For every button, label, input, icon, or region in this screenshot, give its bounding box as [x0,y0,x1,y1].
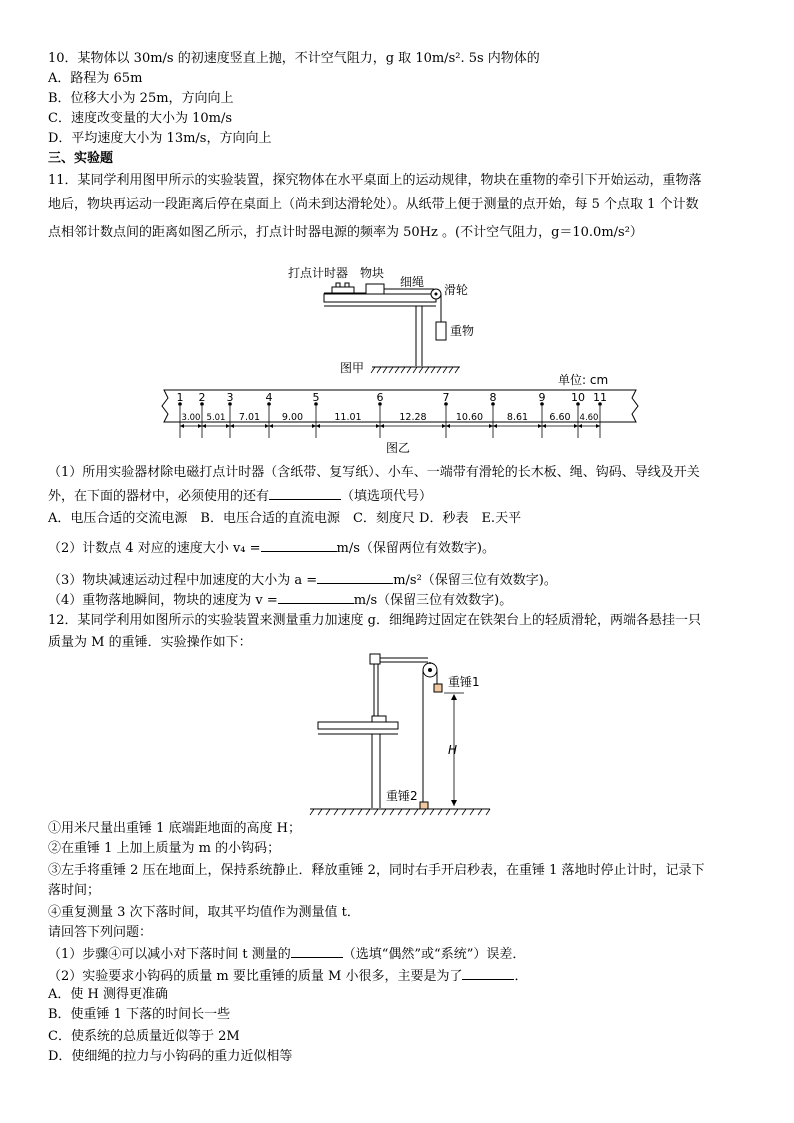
label-weight-1: 重锤1 [448,675,480,689]
q12-p1-line [48,944,525,964]
q12-option-d: D．使细绳的拉力与小钩码的重力近似相等 [48,1049,293,1064]
q12-option-c: C．使系统的总质量近似等于 2M [48,1029,240,1044]
q11-p1-b: 外，在下面的器材中，必须使用的还有 [48,489,270,504]
label-block: 物块 [360,266,385,280]
q12-prompt: 请回答下列问题： [48,925,153,940]
caption-fig2: 图乙 [386,441,411,455]
q11-p4-b: m/s（保留三位有效数字)。 [353,593,513,608]
q11-stem-3: 点相邻计数点间的距离如图乙所示，打点计时器电源的频率为 50Hz 。(不计空气阻力，g＝10.0m/s²） [48,225,643,240]
tape-arrowhead [446,424,450,428]
tape-point-label: 6 [376,391,384,404]
tape-arrowhead [578,424,582,428]
tape-arrowhead [316,424,320,428]
q11-p1-options: A．电压合适的交流电源 B．电压合适的直流电源 C．刻度尺 D．秒表 E.天平 [48,511,522,526]
tape-point-label: 2 [198,391,206,404]
tape-arrowhead [574,424,578,428]
tape-distance-label: 5.01 [206,413,226,423]
answer-blank-12-2[interactable] [462,966,514,980]
q12-p2-b: ． [514,969,528,984]
tape-distance-label: 3.00 [181,413,201,423]
q11-p4-a: （4）重物落地瞬间，物块的速度为 v = [48,593,278,608]
tape-point-label: 7 [442,391,450,404]
q12-stem-2: 质量为 M 的重锤．实验操作如下： [48,635,252,650]
tape-distance-label: 11.01 [334,412,362,423]
figure-apparatus-2 [300,650,510,816]
q11-stem-1: 11．某同学利用图甲所示的实验装置，探究物体在水平桌面上的运动规律，物块在重物的牵引下开始运动，重物落 [48,173,702,188]
q10-stem: 10．某物体以 30m/s 的初速度竖直上抛，不计空气阻力，g 取 10m/s². 5s 内物体的 [48,51,540,66]
q12-step-3-cont: 落时间； [48,883,101,898]
section-title: 三、实验题 [48,151,114,166]
q12-p2-line [48,966,527,986]
tape-arrowhead [198,424,202,428]
tape-arrowhead [202,424,206,428]
q12-option-b: B．使重锤 1 下落的时间长一些 [48,1007,231,1022]
q12-option-a: A．使 H 测得更准确 [48,987,168,1002]
caption-fig1: 图甲 [340,361,365,375]
tape-point-label: 3 [226,391,234,404]
q11-p4-line [48,590,512,610]
figure-paper-tape [158,370,642,456]
q12-p1-a: （1）步骤④可以减小对下落时间 t 测量的 [48,947,291,962]
tape-arrowhead [230,424,234,428]
q11-p2-line [48,538,495,558]
q11-p2-b: m/s（保留两位有效数字)。 [336,541,495,556]
q11-stem-2: 地后，物块再运动一段距离后停在桌面上（尚未到达滑轮处）。从纸带上便于测量的点开始，每 5 个点取 1 个计数 [48,197,699,212]
q11-p1-c: （填选项代号） [341,489,433,504]
label-weight: 重物 [450,324,475,338]
tape-arrowhead [376,424,380,428]
tape-arrowhead [442,424,446,428]
answer-blank-11-4[interactable] [278,590,354,604]
tape-point-label: 5 [312,391,320,404]
tape-point-label: 8 [489,391,497,404]
q11-p1-a: （1）所用实验器材除电磁打点计时器（含纸带、复写纸）、小车、一端带有滑轮的长木板、绳、钩码、导线及开关 [48,465,700,480]
tape-distance-label: 12.28 [399,412,427,423]
answer-blank-11-3[interactable] [317,570,393,584]
tape-point-label: 1 [176,391,184,404]
answer-blank-11-2[interactable] [261,538,337,552]
label-h: H [448,743,458,757]
q10-option-c: C．速度改变量的大小为 10m/s [48,111,232,126]
tape-unit: 单位: cm [558,373,609,387]
tape-arrowhead [538,424,542,428]
tape-arrowhead [265,424,269,428]
tape-arrowhead [542,424,546,428]
label-rope: 细绳 [400,275,425,289]
answer-blank-12-1[interactable] [291,944,343,958]
tape-arrowhead [380,424,384,428]
tape-arrowhead [596,424,600,428]
label-timer: 打点计时器 [288,266,349,280]
q11-p2-a: （2）计数点 4 对应的速度大小 v₄ = [48,541,261,556]
tape-arrowhead [180,424,184,428]
q12-stem-1: 12．某同学利用如图所示的实验装置来测量重力加速度 g．细绳跨过固定在铁架台上的轻质滑轮，两端各悬挂一只 [48,613,701,628]
q10-option-d: D．平均速度大小为 13m/s，方向向上 [48,131,272,146]
tape-arrowhead [269,424,273,428]
answer-blank-11-1[interactable] [269,486,341,500]
tape-distance-label: 9.00 [281,412,304,423]
figure-apparatus-1 [280,262,520,380]
tape-distance-label: 4.60 [579,413,599,423]
tape-distance-label: 7.01 [238,412,261,423]
q11-p1-b-line [48,486,432,506]
q12-p1-b: （选填“偶然”或“系统”）误差． [342,947,526,962]
tape-point-label: 11 [593,391,607,404]
q11-p3-a: （3）物块减速运动过程中加速度的大小为 a = [48,573,318,588]
tape-point-label: 4 [265,391,273,404]
tape-point-label: 10 [571,391,585,404]
q11-p3-b: m/s²（保留三位有效数字)。 [393,573,557,588]
q10-option-a: A．路程为 65m [48,71,143,86]
q12-step-1: ①用米尺量出重锤 1 底端距地面的高度 H； [48,821,302,836]
tape-distance-label: 8.61 [506,412,529,423]
tape-arrowhead [489,424,493,428]
tape-arrowhead [493,424,497,428]
tape-distance-label: 6.60 [549,412,571,423]
q11-p3-line [48,570,557,590]
label-pulley: 滑轮 [444,283,469,297]
tape-arrowhead [226,424,230,428]
tape-distance-label: 10.60 [455,412,484,423]
q12-step-4: ④重复测量 3 次下落时间，取其平均值作为测量值 t． [48,905,360,920]
q10-option-b: B．位移大小为 25m，方向向上 [48,91,234,106]
q12-step-3: ③左手将重锤 2 压在地面上，保持系统静止．释放重锤 2，同时右手开启秒表，在重锤 1 落地时停止计时，记录下 [48,863,705,878]
tape-arrowhead [312,424,316,428]
label-weight-2: 重锤2 [386,789,418,803]
q12-step-2: ②在重锤 1 上加上质量为 m 的小钩码； [48,841,281,856]
q12-p2-a: （2）实验要求小钩码的质量 m 要比重锤的质量 M 小很多，主要是为了 [48,969,463,984]
tape-point-label: 9 [538,391,546,404]
